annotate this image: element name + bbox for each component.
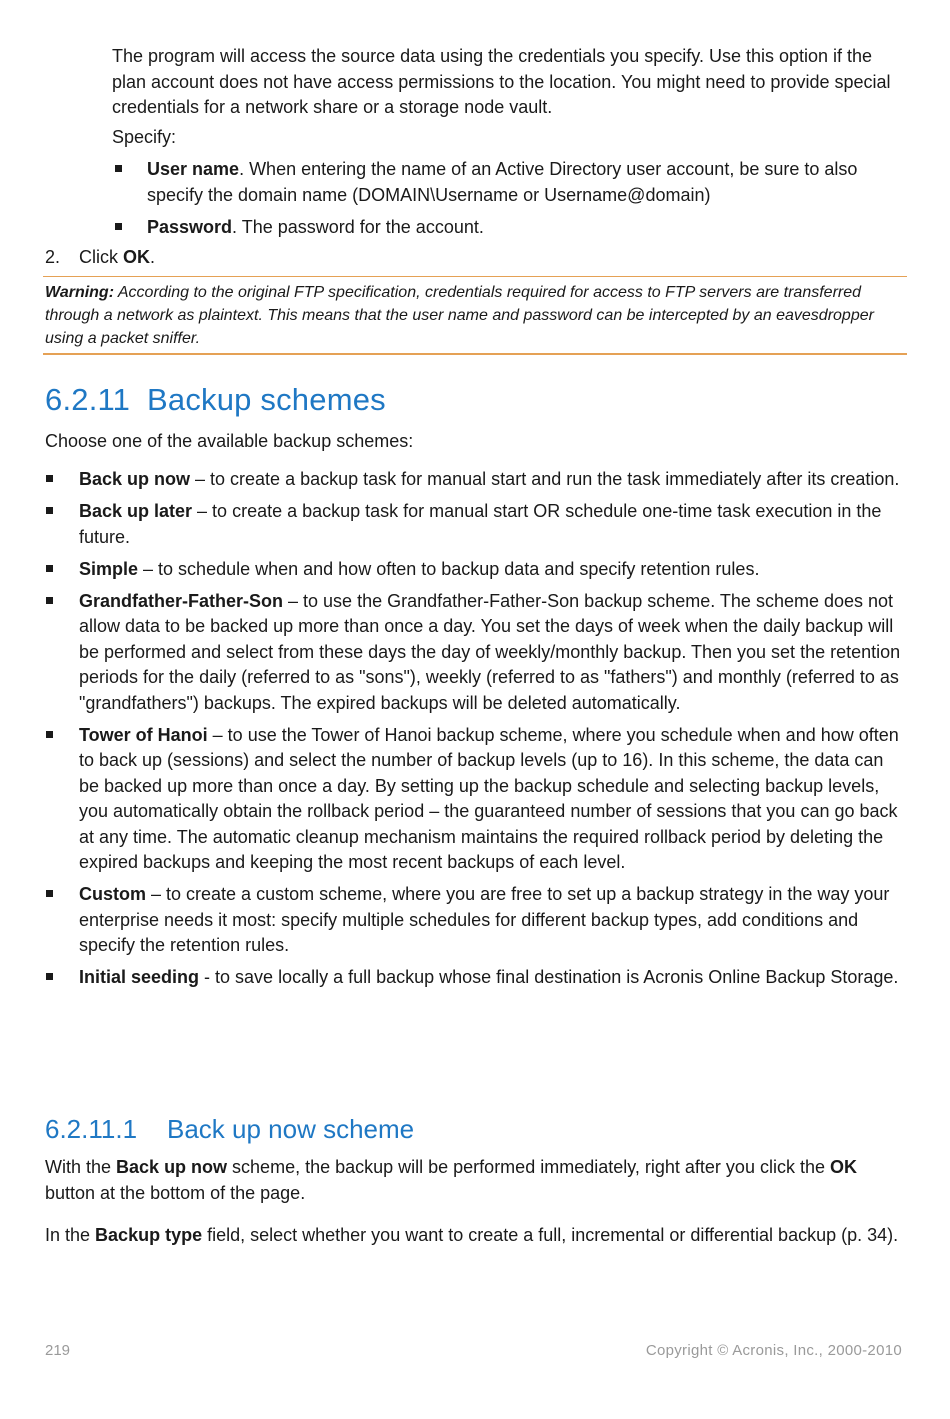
section-heading bbox=[45, 380, 386, 420]
text-run: field, select whether you want to create a full, incremental or differential backup (p. 34). bbox=[202, 1225, 899, 1245]
bold-run: Back up now bbox=[116, 1157, 228, 1177]
step-suffix: . bbox=[150, 247, 156, 267]
schemes-list bbox=[45, 467, 905, 997]
step-prefix: Click bbox=[79, 247, 123, 267]
section-title: Backup schemes bbox=[147, 382, 386, 417]
item-term: User name bbox=[147, 159, 240, 179]
list-item bbox=[45, 723, 905, 876]
scheme-term: Back up later bbox=[79, 501, 193, 521]
subsection-number: 6.2.11.1 bbox=[45, 1114, 138, 1144]
bold-run: OK bbox=[829, 1157, 857, 1177]
copyright-notice: Copyright © Acronis, Inc., 2000-2010 bbox=[645, 1342, 902, 1359]
subsection-paragraph-2 bbox=[45, 1223, 905, 1249]
step-number: 2. bbox=[45, 247, 61, 267]
scheme-term: Initial seeding bbox=[79, 967, 200, 987]
text-run: button at the bottom of the page. bbox=[45, 1182, 306, 1203]
section-intro: Choose one of the available backup schemes: bbox=[45, 431, 414, 451]
text-run: With the bbox=[45, 1157, 117, 1177]
item-text: . The password for the account. bbox=[232, 216, 484, 237]
bullet-icon bbox=[46, 597, 53, 604]
scheme-text: – to create a backup task for manual start OR schedule one-time task execution in the future. bbox=[79, 501, 882, 547]
item-term: Password bbox=[147, 216, 233, 237]
scheme-text: – to create a custom scheme, where you are free to set up a backup strategy in the way your enterprise needs it most: specify multiple schedules for different backup types, add conditions and specify the retention rules. bbox=[79, 884, 890, 955]
scheme-term: Tower of Hanoi bbox=[79, 724, 208, 745]
bullet-icon bbox=[46, 565, 53, 572]
scheme-text: – to use the Grandfather-Father-Son backup scheme. The scheme does not allow data to be backed up more than once a day. You set the days of week when the daily backup will be performed and select from these days the day of weekly/monthly backup. Then you set the retention periods for the daily (referred to as "sons"), weekly (referred to as "fathers") and monthly (referred to as "grandfathers") backups. The expired backups will be deleted automatically. bbox=[79, 590, 901, 713]
bold-run: Backup type bbox=[95, 1225, 203, 1245]
credentials-list bbox=[112, 157, 907, 247]
list-item bbox=[45, 882, 905, 959]
list-item bbox=[112, 215, 907, 241]
bullet-icon bbox=[115, 223, 122, 230]
text-run: In the bbox=[45, 1225, 96, 1245]
specify-label: Specify: bbox=[112, 127, 177, 147]
bullet-icon bbox=[46, 507, 53, 514]
bullet-icon bbox=[115, 165, 122, 172]
scheme-term: Custom bbox=[79, 884, 146, 904]
scheme-text: - to save locally a full backup whose final destination is Acronis Online Backup Storage. bbox=[199, 967, 899, 987]
bullet-icon bbox=[46, 475, 53, 482]
subsection-title: Back up now scheme bbox=[167, 1114, 415, 1144]
bullet-icon bbox=[46, 731, 53, 738]
scheme-text: – to create a backup task for manual start and run the task immediately after its creation. bbox=[190, 469, 900, 489]
list-item bbox=[45, 589, 905, 717]
scheme-text: – to schedule when and how often to backup data and specify retention rules. bbox=[138, 558, 760, 579]
scheme-text: – to use the Tower of Hanoi backup scheme, where you schedule when and how often to back up (sessions) and select the number of backup levels (up to 16). In this scheme, the data can be backed up more than once a day. By setting up the backup schedule and selecting backup levels, you automatically obtain the rollback period – the guaranteed number of sessions that you can go back at any time. The automatic cleanup mechanism maintains the required rollback period by deleting the expired backups and keeping the most recent backups of each level. bbox=[79, 724, 899, 872]
list-item bbox=[112, 157, 907, 208]
warning-label: Warning: bbox=[45, 284, 115, 301]
page-number: 219 bbox=[45, 1342, 71, 1359]
warning-text: According to the original FTP specification, credentials required for access to FTP servers are transferred through a network as plaintext. This means that the user name and password can be intercepted by an eavesdropper using a packet sniffer. bbox=[45, 284, 874, 347]
subsection-heading bbox=[45, 1112, 414, 1146]
bullet-icon bbox=[46, 890, 53, 897]
list-item bbox=[45, 557, 905, 583]
list-item bbox=[45, 467, 905, 493]
intro-paragraph: The program will access the source data using the credentials you specify. Use this option if the plan account does not have access permissions to the location. You might need to provide special credentials for a network share or a storage node vault. bbox=[112, 46, 891, 117]
step-bold: OK bbox=[123, 247, 150, 267]
list-item bbox=[45, 499, 905, 550]
scheme-term: Simple bbox=[79, 558, 139, 579]
step-2 bbox=[45, 245, 905, 271]
warning-box bbox=[43, 276, 907, 355]
bullet-icon bbox=[46, 973, 53, 980]
section-number: 6.2.11 bbox=[45, 382, 131, 417]
item-text: . When entering the name of an Active Directory user account, be sure to also specify the domain name (DOMAIN\Username or Username@domain) bbox=[147, 159, 858, 205]
list-item bbox=[45, 965, 905, 991]
text-run: scheme, the backup will be performed immediately, right after you click the bbox=[227, 1157, 830, 1177]
subsection-paragraph-1 bbox=[45, 1155, 905, 1206]
scheme-term: Grandfather-Father-Son bbox=[79, 590, 284, 611]
scheme-term: Back up now bbox=[79, 469, 191, 489]
